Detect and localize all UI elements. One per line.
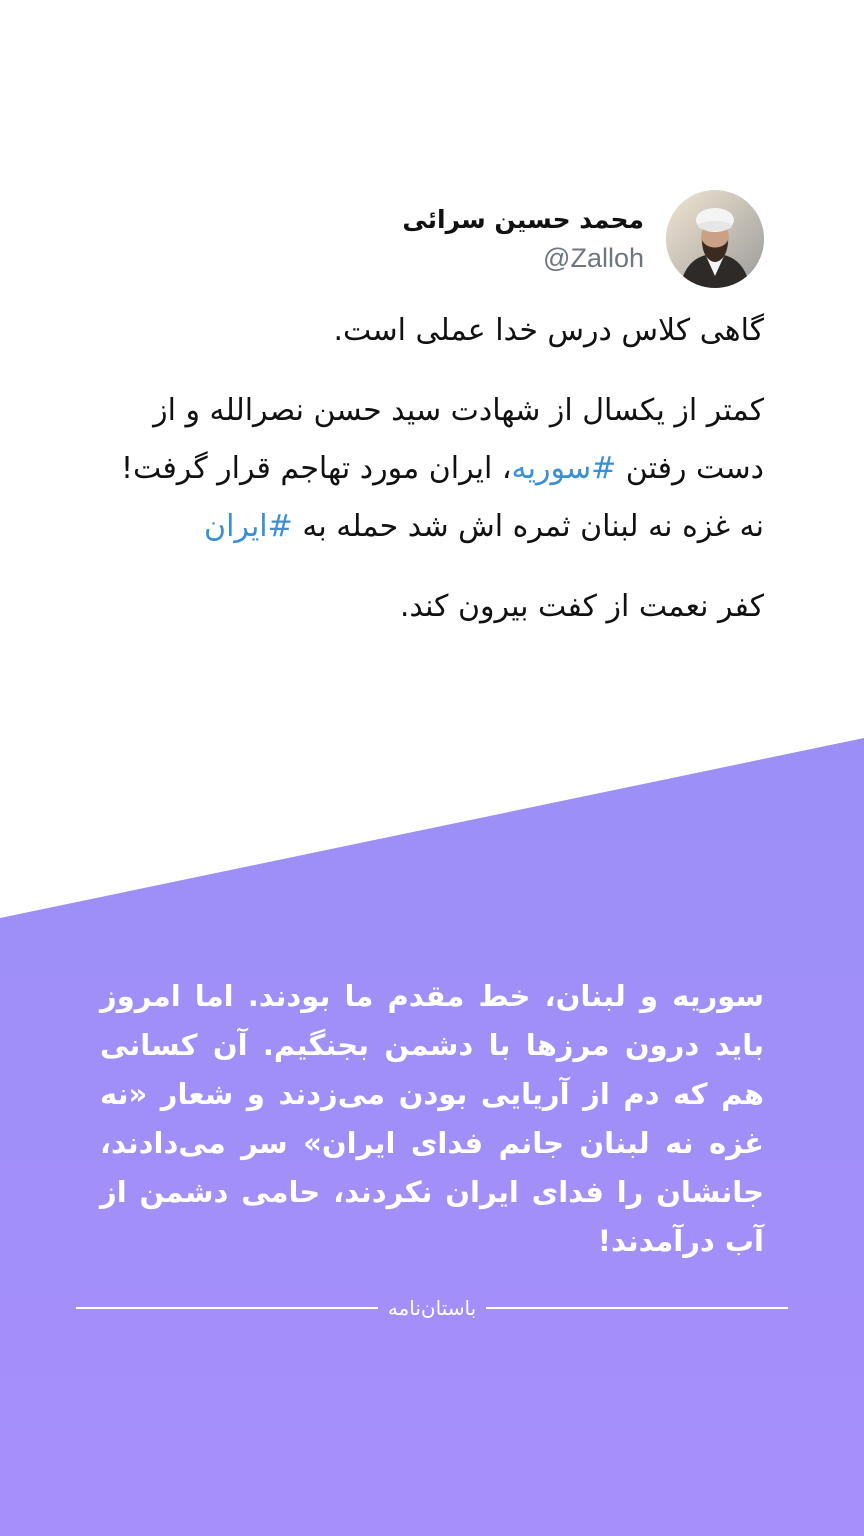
avatar[interactable]: [666, 190, 764, 288]
author-info: [402, 204, 644, 274]
tweet-header: [100, 190, 764, 288]
author-name[interactable]: محمد حسین سرائی: [402, 205, 644, 234]
signature: [76, 1293, 788, 1323]
tweet-paragraph-3: [100, 498, 764, 556]
hashtag-link-syria[interactable]: #سوریه: [511, 451, 617, 486]
signature-divider: [76, 1307, 378, 1309]
tweet-text: نه غزه نه لبنان ثمره اش شد حمله به: [292, 509, 764, 544]
tweet-text: ، ایران مورد تهاجم قرار گرفت!: [120, 451, 512, 486]
signature-divider: [486, 1307, 788, 1309]
author-handle[interactable]: @Zalloh: [543, 243, 644, 273]
tweet-paragraph-2: [100, 382, 764, 498]
tweet-card: [100, 190, 764, 636]
tweet-line-4: کفر نعمت از کفت بیرون کند.: [399, 589, 764, 624]
tweet-line-1: گاهی کلاس درس خدا عملی است.: [333, 313, 764, 348]
tweet-text: کمتر از یکسال از شهادت سید حسن نصرالله و از دست رفتن: [153, 393, 764, 486]
tweet-body: [100, 302, 764, 636]
quote-text: سوریه و لبنان، خط مقدم ما بودند. اما امروز باید درون مرزها با دشمن بجنگیم. آن کسانی هم که دم از آریایی بودن می‌زدند و شعار «نه غزه نه لبنان جانم فدای ایران» سر می‌دادند، جانشان را فدای ایران نکردند، حامی دشمن از آب درآمدند!: [100, 979, 764, 1258]
hashtag-link-iran[interactable]: #ایران: [204, 509, 293, 544]
person-avatar-icon: [666, 190, 764, 288]
signature-text: باستان‌نامه: [387, 1296, 477, 1320]
